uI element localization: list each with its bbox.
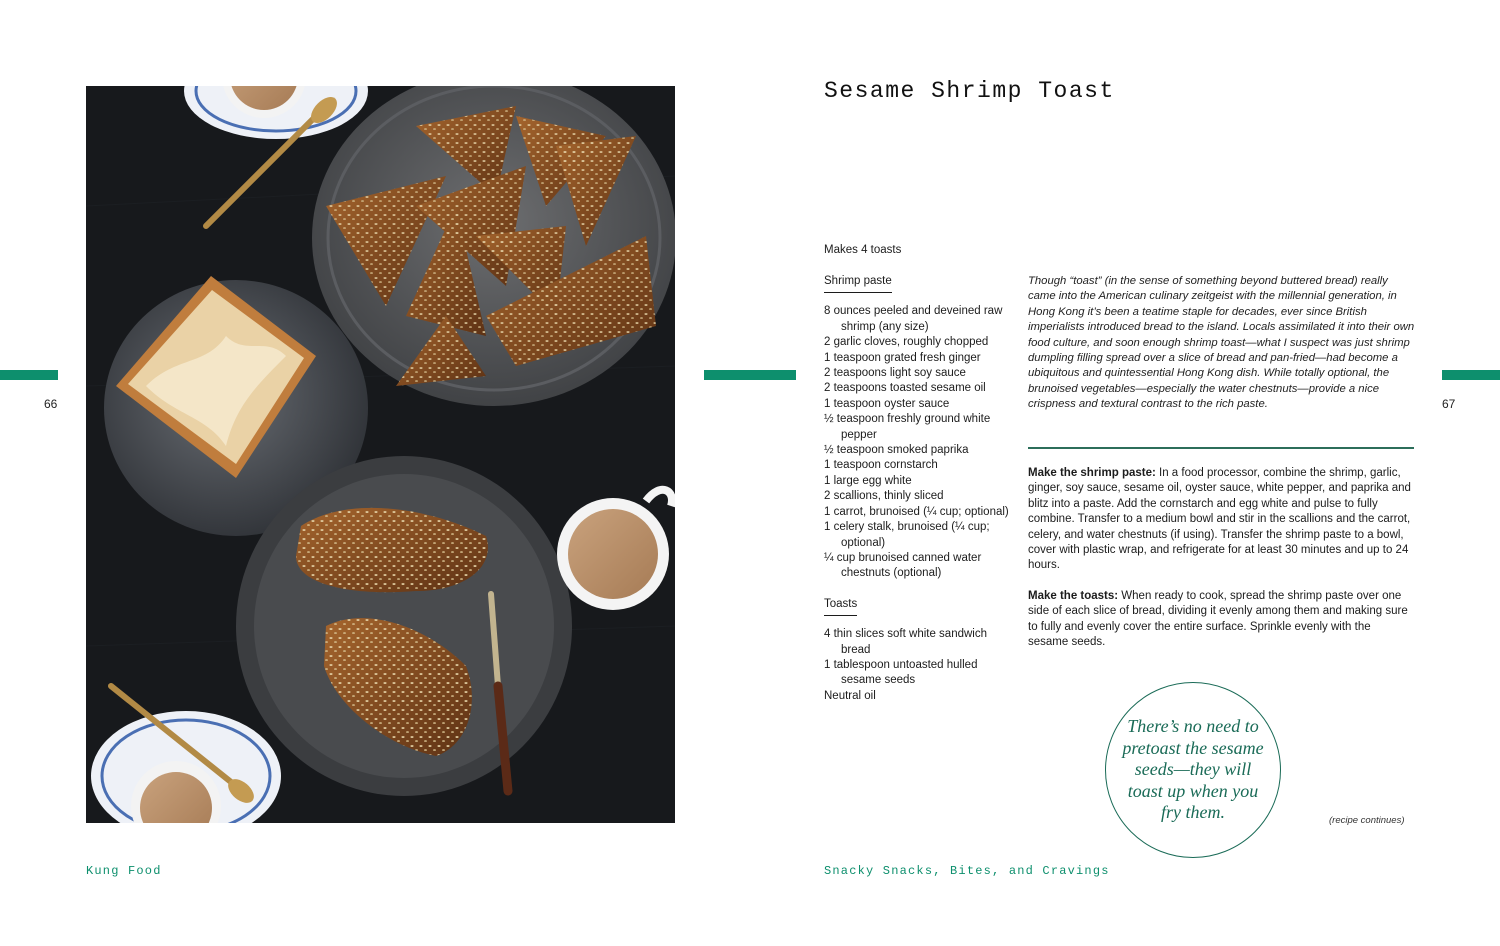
right-edge-tab <box>1442 370 1500 380</box>
ingredient-item: 1 teaspoon cornstarch <box>824 459 938 472</box>
method-step-text: When ready to cook, spread the shrimp paste over one side of each slice of bread, dividing it evenly among them and making sure to fully and evenly cover the entire surface. Sprinkle evenly with the sesame seeds. <box>1028 589 1408 649</box>
ingredient-item: 1 teaspoon grated fresh ginger <box>824 351 981 364</box>
left-edge-tab <box>0 370 58 380</box>
ingredient-item: 2 scallions, thinly sliced <box>824 490 944 503</box>
method-step-text: In a food processor, combine the shrimp, garlic, ginger, soy sauce, sesame oil, oyster sauce, white pepper, and paprika and blitz into a paste. Add the cornstarch and egg white and pulse to fully combine. Transfer to a medium bowl and stir in the scallions and the carrot, celery, and water chestnuts (if using). Transfer the shrimp paste to a bowl, cover with plastic wrap, and refrigerate for at least 30 minutes and up to 24 hours. <box>1028 467 1411 572</box>
method-step-label: Make the toasts: <box>1028 589 1119 602</box>
recipe-headnote: Though “toast” (in the sense of something beyond buttered bread) really came into the American culinary zeitgeist with the millennial generation, in Hong Kong it’s been a teatime staple for decades, ever since British imperialists introduced bread to the island. Locals assimilated it into their own food culture, and soon enough shrimp toast—what I suspect was just shrimp dumpling filling spread over a slice of bread and pan-fried—had become a ubiquitous and quintessential Hong Kong dish. While totally optional, the brunoised vegetables—especially the water chestnuts—provide a nice crispness and textural contrast to the rich paste. <box>1028 275 1415 411</box>
ingredient-list-shrimp-paste <box>824 304 1014 581</box>
ingredient-item: 1 large egg white <box>824 474 912 487</box>
page-number-left: 66 <box>44 397 58 411</box>
recipe-yield: Makes 4 toasts <box>824 244 902 256</box>
toast-slices-plate <box>236 456 572 796</box>
gutter-tab <box>704 370 796 380</box>
ingredient-item: ½ teaspoon smoked paprika <box>824 444 969 457</box>
ingredient-group-shrimp-paste <box>824 274 1014 582</box>
ingredient-item: Neutral oil <box>824 689 876 702</box>
ingredient-item: 8 ounces peeled and deveined raw shrimp (any size) <box>824 305 1003 333</box>
ingredient-item: 4 thin slices soft white sandwich bread <box>824 628 987 656</box>
tip-callout <box>1105 682 1281 858</box>
ingredient-list-toasts <box>824 627 1014 704</box>
ingredient-item: 2 teaspoons light soy sauce <box>824 367 966 380</box>
ingredient-item: ¼ cup brunoised canned water chestnuts (optional) <box>824 551 982 580</box>
ingredient-item: 1 teaspoon oyster sauce <box>824 397 950 410</box>
running-foot-right: Snacky Snacks, Bites, and Cravings <box>824 864 1110 878</box>
ingredient-item: 1 tablespoon untoasted hulled sesame seeds <box>824 658 978 687</box>
running-foot-left: Kung Food <box>86 864 162 878</box>
page-number-right: 67 <box>1442 397 1456 411</box>
recipe-continues-note: (recipe continues) <box>1329 815 1405 826</box>
tip-text: There’s no need to pretoast the sesame seeds—they will toast up when you fry them. <box>1122 716 1264 823</box>
ingredient-group-toasts <box>824 597 1014 704</box>
section-divider <box>1028 447 1414 449</box>
ingredient-item: 1 carrot, brunoised (¼ cup; optional) <box>824 505 1009 518</box>
ingredient-item: 2 teaspoons toasted sesame oil <box>824 382 986 395</box>
ingredient-heading-shrimp-paste: Shrimp paste <box>824 274 892 293</box>
ingredient-item: 2 garlic cloves, roughly chopped <box>824 336 989 349</box>
ingredient-heading-toasts: Toasts <box>824 597 857 616</box>
ingredient-item: 1 celery stalk, brunoised (¼ cup; optional) <box>824 521 990 549</box>
recipe-title: Sesame Shrimp Toast <box>824 78 1115 104</box>
method-steps <box>1028 466 1413 665</box>
ingredient-item: ½ teaspoon freshly ground white pepper <box>824 413 991 441</box>
method-step <box>1028 466 1413 574</box>
food-photo <box>86 86 675 823</box>
method-step <box>1028 589 1413 651</box>
method-step-label: Make the shrimp paste: <box>1028 467 1156 479</box>
ingredients-column <box>824 274 1014 704</box>
